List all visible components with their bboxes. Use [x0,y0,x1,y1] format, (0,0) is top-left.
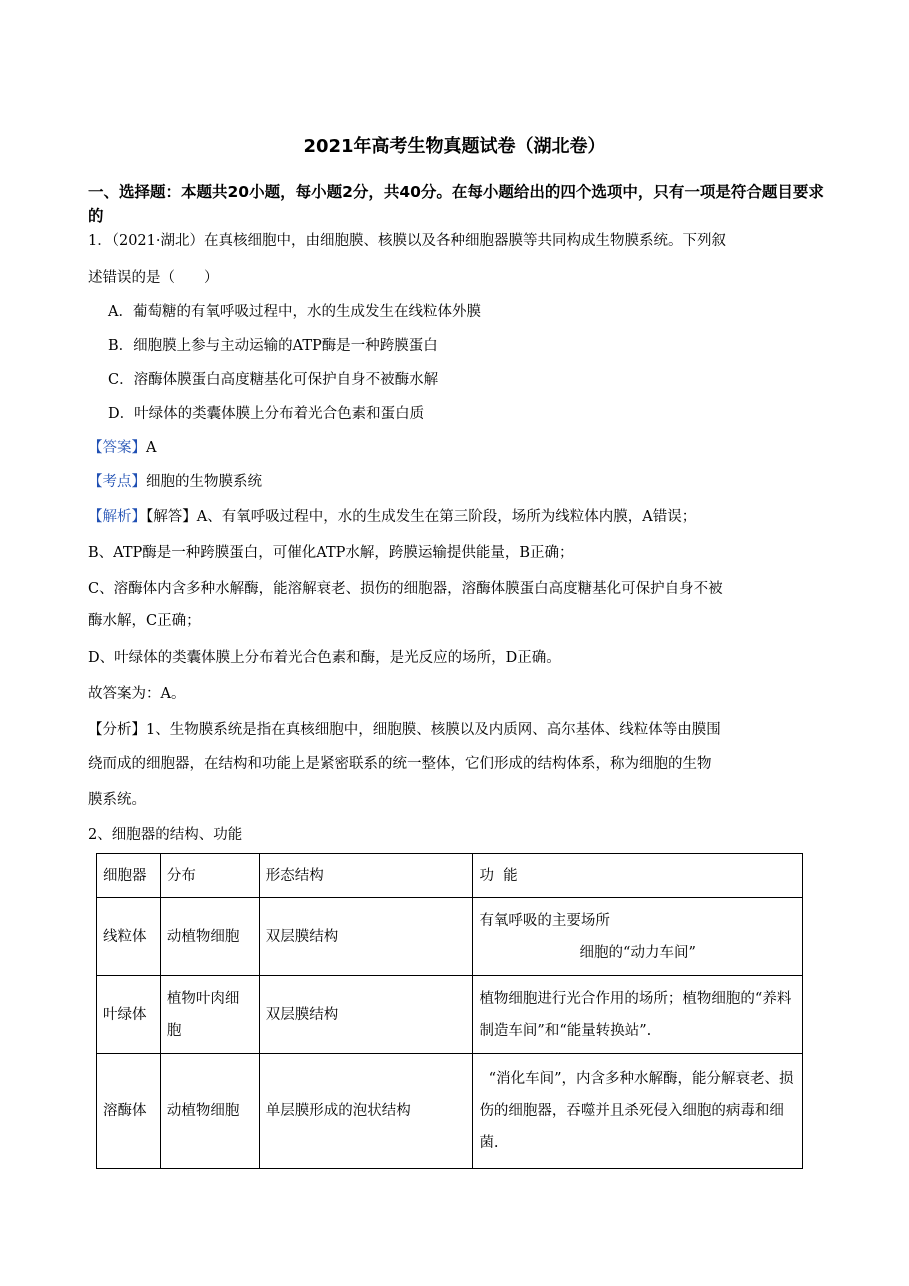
jiexi-line6: 故答案为：A。 [88,686,186,702]
jiexi-line3: C、溶酶体内含多种水解酶，能溶解衰老、损伤的细胞器，溶酶体膜蛋白高度糖基化可保护自身不被 [88,581,723,597]
table-row [97,976,803,1054]
jiexi-line4: 酶水解，C正确； [88,613,201,629]
table-cell-struct: 双层膜结构 [259,898,473,976]
jiexi-line5: D、叶绿体的类囊体膜上分布着光合色素和酶，是光反应的场所，D正确。 [88,650,561,666]
table-row [97,898,803,976]
answer-tag: 【答案】 [88,440,146,456]
jiexi-tag: 【解析】 [88,509,146,525]
option-b: B．细胞膜上参与主动运输的ATP酶是一种跨膜蛋白 [108,338,438,354]
table-header-cell: 细胞器 [97,854,161,898]
jiexi-line1 [88,505,696,526]
section-heading: 一、选择题：本题共20小题，每小题2分，共40分。在每小题给出的四个选项中，只有一项是符合题目要求的 [88,183,824,225]
question-stem-line2: 述错误的是（ ） [88,270,219,286]
table-cell-struct: 单层膜形成的泡状结构 [259,1054,473,1169]
organelle-table [96,853,803,1169]
kaodian-line [88,470,262,491]
fenxi-line2: 绕而成的细胞器，在结构和功能上是紧密联系的统一整体，它们形成的结构体系，称为细胞的生物 [88,756,712,772]
table-cell-func: 植物细胞进行光合作用的场所；植物细胞的“养料制造车间”和“能量转换站”. [473,976,803,1054]
table-cell-func-line2: 细胞的“动力车间” [579,944,696,961]
table-cell-struct: 双层膜结构 [259,976,473,1054]
jiexi-line2: B、ATP酶是一种跨膜蛋白，可催化ATP水解，跨膜运输提供能量，B正确； [88,545,574,561]
jiexi-text: 【解答】A、有氧呼吸过程中，水的生成发生在第三阶段，场所为线粒体内膜，A错误； [146,509,697,525]
table-cell-name: 叶绿体 [97,976,161,1054]
kaodian-tag: 【考点】 [88,474,146,490]
table-header-row [97,854,803,898]
table-cell-dist: 植物叶肉细胞 [160,976,259,1054]
option-c: C．溶酶体膜蛋白高度糖基化可保护自身不被酶水解 [108,372,439,388]
table-cell-dist: 动植物细胞 [160,1054,259,1169]
table-cell-dist: 动植物细胞 [160,898,259,976]
table-header-cell: 形态结构 [259,854,473,898]
table-cell-func-line1: 有氧呼吸的主要场所 [479,912,610,929]
table-header-cell: 功 能 [473,854,803,898]
table-cell-func: “消化车间”，内含多种水解酶，能分解衰老、损伤的细胞器，吞噬并且杀死侵入细胞的病毒和细菌. [473,1054,803,1169]
table-cell-func [473,898,803,976]
fenxi-line3: 膜系统。 [88,792,146,808]
table-cell-name: 线粒体 [97,898,161,976]
table-row [97,1054,803,1169]
fenxi-line4: 2、细胞器的结构、功能 [88,827,243,843]
option-d: D．叶绿体的类囊体膜上分布着光合色素和蛋白质 [108,406,425,422]
table-header-cell: 分布 [160,854,259,898]
table-cell-name: 溶酶体 [97,1054,161,1169]
question-stem-line1: 1．（2021·湖北）在真核细胞中，由细胞膜、核膜以及各种细胞器膜等共同构成生物膜系统。下列叙 [88,233,726,249]
answer-text: A [146,440,157,456]
option-a: A．葡萄糖的有氧呼吸过程中，水的生成发生在线粒体外膜 [108,304,481,320]
fenxi-line1: 【分析】1、生物膜系统是指在真核细胞中，细胞膜、核膜以及内质网、高尔基体、线粒体等由膜围 [88,722,721,738]
kaodian-text: 细胞的生物膜系统 [146,474,262,490]
page-title: 2021年高考生物真题试卷（湖北卷） [303,136,606,157]
answer-line [88,436,156,457]
